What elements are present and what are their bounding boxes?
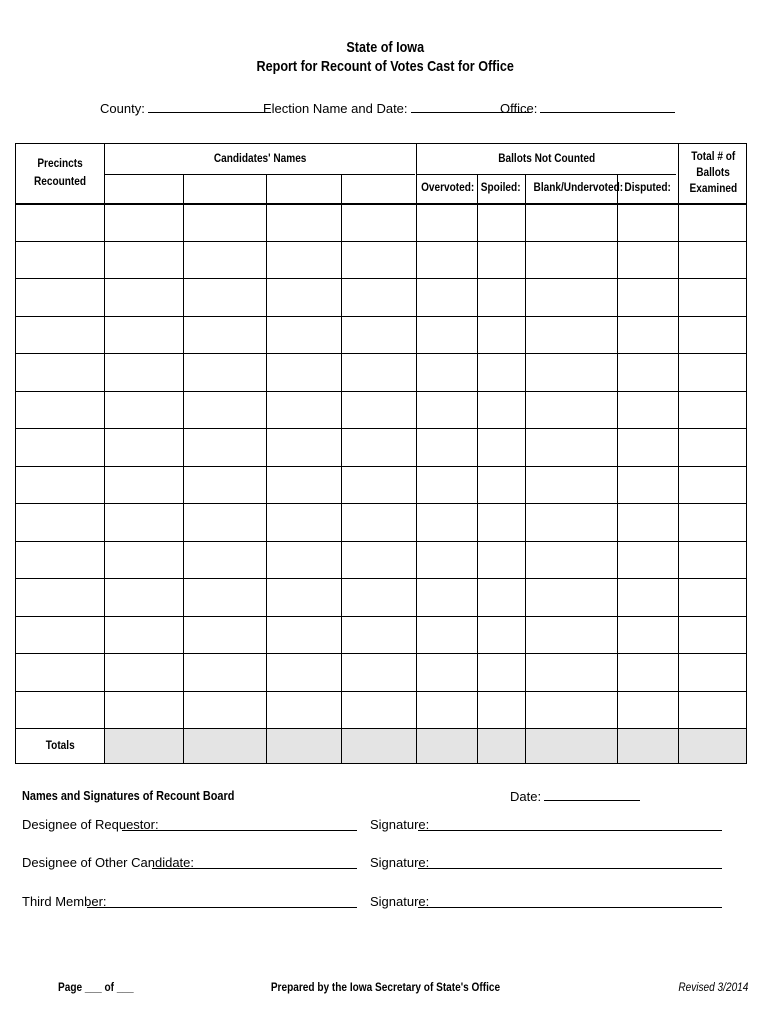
total-ballots-header: Total # of Ballots Examined — [689, 149, 737, 195]
row-line — [16, 316, 746, 317]
third-member-label: Third Member: — [22, 894, 107, 909]
row-line — [16, 616, 746, 617]
ballots-not-counted-header: Ballots Not Counted — [498, 151, 596, 165]
row-line — [16, 541, 746, 542]
election-field[interactable] — [263, 100, 531, 116]
row-line — [16, 391, 746, 392]
header-bottom-line — [16, 203, 746, 205]
other-candidate-name-line[interactable] — [152, 855, 357, 869]
election-label: Election Name and Date: — [263, 101, 408, 116]
row-line — [16, 278, 746, 279]
date-input-line[interactable] — [544, 788, 640, 801]
row-line — [16, 691, 746, 692]
board-heading: Names and Signatures of Recount Board — [22, 788, 235, 803]
col-line — [183, 174, 184, 763]
col-line — [266, 174, 267, 763]
date-label: Date: — [510, 789, 542, 804]
col-line — [341, 174, 342, 763]
row-line — [16, 728, 746, 729]
row-line — [16, 653, 746, 654]
col-line — [678, 144, 679, 763]
row-line — [16, 428, 746, 429]
page-subtitle: Report for Recount of Votes Cast for Office — [256, 58, 514, 75]
col-line — [617, 174, 618, 763]
col-line — [477, 174, 478, 763]
requestor-signature-label: Signature: — [370, 817, 430, 832]
third-member-name-line[interactable] — [87, 894, 357, 908]
revised-date: Revised 3/2014 — [677, 980, 748, 994]
office-input-line[interactable] — [540, 100, 675, 113]
precincts-header: Precincts Recounted — [33, 156, 87, 188]
county-label: County: — [100, 101, 145, 116]
page-number: Page ___ of ___ — [58, 980, 134, 994]
totals-row-shading — [104, 728, 746, 763]
other-candidate-label: Designee of Other Candidate: — [22, 855, 194, 870]
other-candidate-signature-line[interactable] — [418, 855, 722, 869]
third-member-signature-line[interactable] — [418, 894, 722, 908]
page-title: State of Iowa — [346, 39, 424, 56]
col-line — [104, 144, 105, 763]
row-line — [16, 578, 746, 579]
recount-table — [15, 143, 747, 764]
col-line — [416, 144, 417, 763]
header-divider-ballots — [416, 174, 676, 175]
totals-label: Totals — [45, 738, 75, 752]
office-field[interactable] — [500, 100, 675, 116]
office-label: Office: — [500, 101, 538, 116]
board-date-field[interactable] — [510, 788, 640, 804]
requestor-signature-line[interactable] — [418, 817, 722, 831]
title-block — [0, 38, 770, 76]
county-input-line[interactable] — [148, 100, 266, 113]
blank-undervoted-header: Blank/Undervoted: — [533, 180, 624, 194]
third-member-signature-label: Signature: — [370, 894, 430, 909]
candidates-header: Candidates' Names — [213, 151, 307, 165]
col-line — [525, 174, 526, 763]
row-line — [16, 353, 746, 354]
row-line — [16, 466, 746, 467]
requestor-label: Designee of Requestor: — [22, 817, 159, 832]
county-field[interactable] — [100, 100, 266, 116]
prepared-by: Prepared by the Iowa Secretary of State's Office — [270, 980, 500, 994]
disputed-header: Disputed: — [624, 180, 671, 194]
row-line — [16, 503, 746, 504]
header-divider-candidates — [104, 174, 415, 175]
spoiled-header: Spoiled: — [481, 180, 521, 194]
requestor-name-line[interactable] — [122, 817, 357, 831]
other-candidate-signature-label: Signature: — [370, 855, 430, 870]
row-line — [16, 241, 746, 242]
overvoted-header: Overvoted: — [421, 180, 475, 194]
